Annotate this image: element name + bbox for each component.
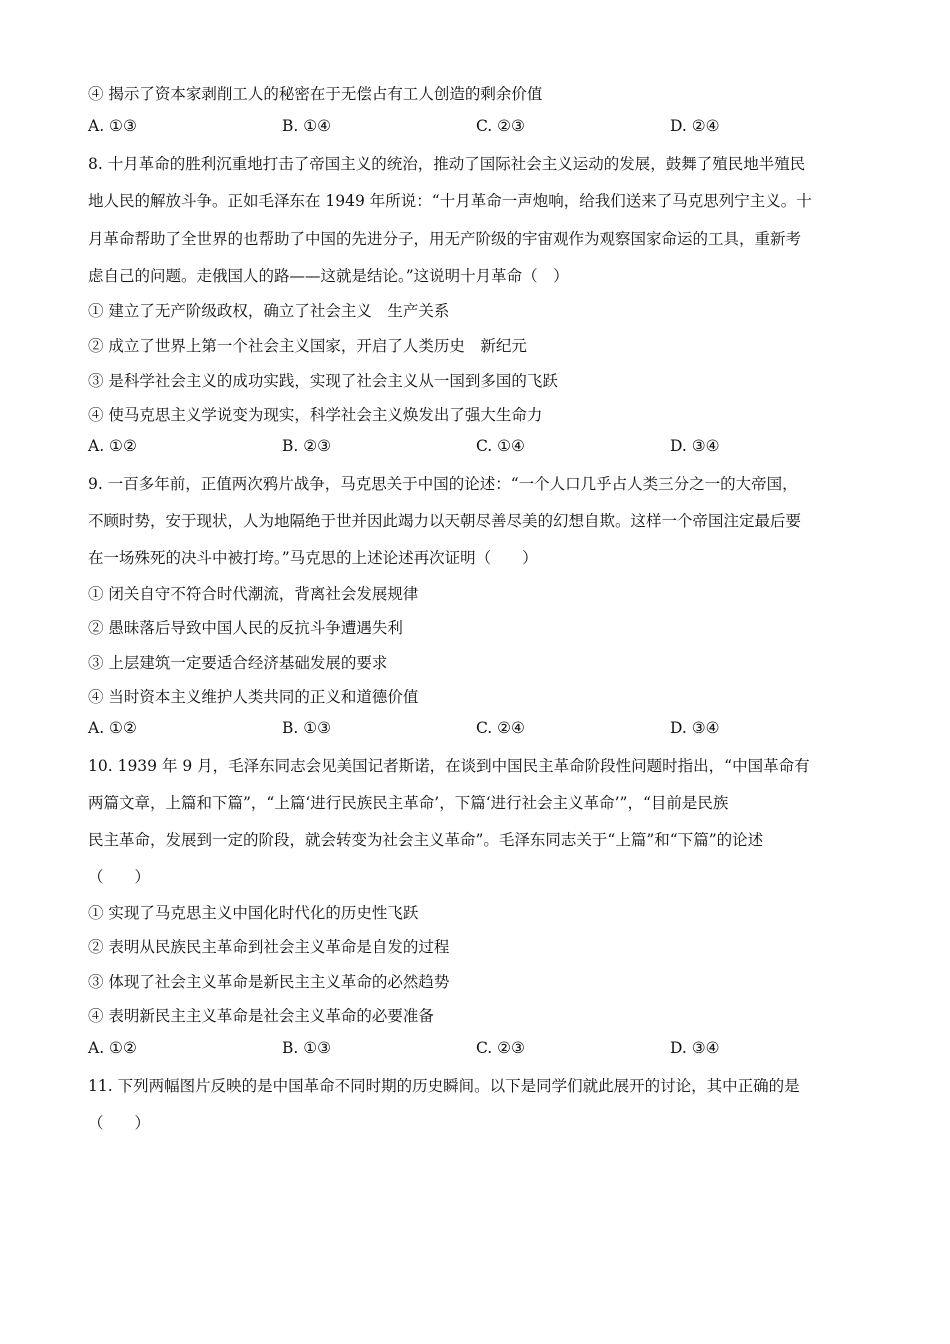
q8-item-2: ② 成立了世界上第一个社会主义国家，开启了人类历史 新纪元: [88, 337, 527, 355]
option-a: A. ①③: [88, 117, 137, 135]
option-a: A. ①②: [88, 719, 137, 737]
q9-stem-line-1: 9. 一百多年前，正值两次鸦片战争，马克思关于中国的论述：“一个人口几乎占人类三分之一的大帝国，: [88, 475, 798, 493]
q10-stem-line-2: 两篇文章，上篇和下篇”，“上篇‘进行民族民主革命’，下篇‘进行社会主义革命’”，“目前是民族: [88, 794, 729, 812]
option-d: D. ③④: [670, 437, 720, 455]
option-b: B. ①④: [282, 117, 332, 135]
q10-item-1: ① 实现了马克思主义中国化时代化的历史性飞跃: [88, 904, 419, 922]
prev-options: [88, 117, 868, 137]
q8-stem-line-3: 月革命帮助了全世界的也帮助了中国的先进分子，用无产阶级的宇宙观作为观察国家命运的工具，重新考: [88, 230, 802, 248]
q10-item-4: ④ 表明新民主主义革命是社会主义革命的必要准备: [88, 1007, 434, 1025]
option-c: C. ②④: [476, 719, 525, 737]
q10-stem-line-3: 民主革命，发展到一定的阶段，就会转变为社会主义革命”。毛泽东同志关于“上篇”和“下篇”的论述: [88, 831, 764, 849]
q9-stem-line-2: 不顾时势，安于现状，人为地隔绝于世并因此竭力以天朝尽善尽美的幻想自欺。这样一个帝国注定最后要: [88, 512, 802, 530]
option-c: C. ②③: [476, 117, 525, 135]
option-d: D. ③④: [670, 719, 720, 737]
option-b: B. ②③: [282, 437, 332, 455]
q8-stem-line-2: 地人民的解放斗争。正如毛泽东在 1949 年所说：“十月革命一声炮响，给我们送来了马克思列宁主义。十: [88, 192, 812, 210]
q11-stem-line-1: 11. 下列两幅图片反映的是中国革命不同时期的历史瞬间。以下是同学们就此展开的讨论，其中正确的是: [88, 1077, 800, 1095]
q10-item-3: ③ 体现了社会主义革命是新民主主义革命的必然趋势: [88, 973, 450, 991]
q8-options: [88, 437, 868, 457]
q9-item-3: ③ 上层建筑一定要适合经济基础发展的要求: [88, 654, 388, 672]
q11-stem-line-2: （ ）: [88, 1114, 151, 1132]
q8-item-4: ④ 使马克思主义学说变为现实，科学社会主义焕发出了强大生命力: [88, 406, 543, 424]
option-b: B. ①③: [282, 1039, 332, 1057]
q10-stem-line-1: 10. 1939 年 9 月，毛泽东同志会见美国记者斯诺，在谈到中国民主革命阶段性问题时指出，“中国革命有: [88, 757, 810, 775]
option-a: A. ①②: [88, 1039, 137, 1057]
prev-item-4: ④ 揭示了资本家剥削工人的秘密在于无偿占有工人创造的剩余价值: [88, 85, 543, 103]
option-a: A. ①②: [88, 437, 137, 455]
q9-item-1: ① 闭关自守不符合时代潮流，背离社会发展规律: [88, 585, 419, 603]
q10-item-2: ② 表明从民族民主革命到社会主义革命是自发的过程: [88, 938, 450, 956]
option-d: D. ②④: [670, 117, 720, 135]
q10-options: [88, 1039, 868, 1059]
q9-item-4: ④ 当时资本主义维护人类共同的正义和道德价值: [88, 688, 419, 706]
option-b: B. ①③: [282, 719, 332, 737]
option-d: D. ③④: [670, 1039, 720, 1057]
q9-stem-line-3: 在一场殊死的决斗中被打垮。”马克思的上述论述再次证明（ ）: [88, 549, 538, 567]
option-c: C. ②③: [476, 1039, 525, 1057]
q8-stem-line-4: 虑自己的问题。走俄国人的路——这就是结论。”这说明十月革命（ ）: [88, 267, 569, 285]
q8-item-1: ① 建立了无产阶级政权，确立了社会主义 生产关系: [88, 302, 450, 320]
q10-stem-line-4: （ ）: [88, 868, 151, 886]
q9-item-2: ② 愚昧落后导致中国人民的反抗斗争遭遇失利: [88, 619, 403, 637]
q8-stem-line-1: 8. 十月革命的胜利沉重地打击了帝国主义的统治，推动了国际社会主义运动的发展，鼓舞了殖民地半殖民: [88, 155, 806, 173]
option-c: C. ①④: [476, 437, 525, 455]
q9-options: [88, 719, 868, 739]
q8-item-3: ③ 是科学社会主义的成功实践，实现了社会主义从一国到多国的飞跃: [88, 372, 558, 390]
